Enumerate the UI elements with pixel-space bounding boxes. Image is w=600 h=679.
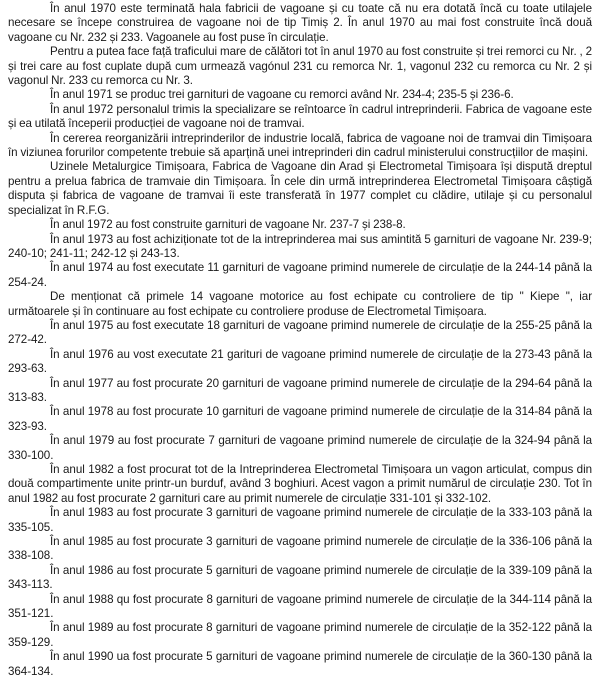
paragraph-1982: În anul 1982 a fost procurat tot de la Intreprinderea Electrometal Timișoara un vagon articulat, compus din două compartimente unite printr-un burduf, având 3 boghiuri. Acest vagon a primit numărul de circulație 230. Tot în anul 1982 au fost procurate 2 garnituri care au primit numerele de circulație 331-101 și 332-102. bbox=[8, 463, 592, 505]
paragraph-1973: În anul 1973 au fost achiziționate tot de la intreprinderea mai sus amintită 5 garnituri de vagoane Nr. 239-9; 240-10; 241-11; 242-12 și 243-13. bbox=[8, 232, 592, 260]
paragraph-1983: În anul 1983 au fost procurate 3 garnituri de vagoane primind numerele de circulație de la 333-103 până la 335-105. bbox=[8, 506, 592, 534]
paragraph-1977: În anul 1977 au fost procurate 20 garnituri de vagoane primind numerele de circulație de la 294-64 până la 313-83. bbox=[8, 376, 592, 404]
paragraph-1990: În anul 1990 ua fost procurate 5 garnituri de vagoane primind numerele de circulație de la 360-130 până la 364-134. bbox=[8, 650, 592, 678]
paragraph-1971: În anul 1971 se produc trei garnituri de vagoane cu remorci având Nr. 234-4; 235-5 și 236-6. bbox=[50, 88, 514, 102]
paragraph-1974: În anul 1974 au fost executate 11 garnituri de vagoane primind numerele de circulație de la 244-14 până la 254-24. bbox=[8, 261, 592, 289]
paragraph-1978: În anul 1978 au fost procurate 10 garnituri de vagoane primind numerele de circulație de la 314-84 până la 323-93. bbox=[8, 405, 592, 433]
paragraph-1988: În anul 1988 qu fost procurate 8 garnituri de vagoane primind numerele de circulație de la 344-114 până la 351-121. bbox=[8, 592, 592, 621]
paragraph-reorganization: În cererea reorganizării intreprinderilor de industrie locală, fabrica de vagoane noi de tramvai din Timișoara în viziunea forurilor competente trebuie să aparțină unei intreprinderi din cadrul ministerului construcțiilor de mașini. bbox=[8, 131, 592, 160]
paragraph-1972-built: În anul 1972 au fost construite garnituri de vagoane Nr. 237-7 și 238-8. bbox=[50, 218, 406, 232]
paragraph-1976: În anul 1976 au vost executate 21 garituri de vagoane primind numerele de circulație de la 273-43 până la 293-63. bbox=[8, 347, 592, 376]
paragraph-1972-personnel: În anul 1972 personalul trimis la specializare se reîntoarce în cadrul intreprinderii. Fabrica de vagoane este și ea utilată începerii producției de vagoane noi de tramvai. bbox=[8, 102, 592, 131]
paragraph-1970-trailers: Pentru a putea face față traficului mare de călători tot în anul 1970 au fost construite și trei remorci cu Nr. , 2 și trei care au fost cuplate după cum urmează vagónul 231 cu remorca Nr. 1, vagonul 232 cu remorca cu Nr. 2 și vagonul Nr. 233 cu remorca cu Nr. 3. bbox=[8, 45, 592, 88]
paragraph-1989: În anul 1989 au fost procurate 8 garnituri de vagoane primind numerele de circulație de la 352-122 până la 359-129. bbox=[8, 621, 592, 649]
paragraph-kiepe-note: De menționat că primele 14 vagoane motorice au fost echipate cu controliere de tip " Kiepe ", iar următoarele și în continuare au fost echipate cu controliere produse de Electrometal Timișoara. bbox=[8, 290, 592, 318]
paragraph-dispute: Uzinele Metalurgice Timișoara, Fabrica de Vagoane din Arad și Electrometal Timișoara își dispută dreptul pentru a prelua fabrica de tramvaie din Timișoara. În cele din urmă intreprinderea Electrometal Timișoara câștigă disputa și fabrica de vagoane de tramvai îi este transferată în 1977 complet cu clădire, utilaje și cu personalul specializat în R.F.G. bbox=[8, 160, 592, 217]
paragraph-1975: În anul 1975 au fost executate 18 garnituri de vagoane primind numerele de circulație de la 255-25 până la 272-42. bbox=[8, 318, 592, 347]
paragraph-1979: În anul 1979 au fost procurate 7 garnituri de vagoane primind numerele de circulație de la 324-94 până la 330-100. bbox=[8, 434, 592, 462]
paragraph-1970-hall: În anul 1970 este terminată hala fabricii de vagoane și cu toate că nu era dotată încă cu toate utilajele necesare se începe construirea de vagoane noi de tip Timiș 2. În anul 1970 au mai fost construite încă două vagoane cu Nr. 232 și 233. Vagoanele au fost puse în circulație. bbox=[8, 2, 592, 44]
paragraph-1985: În anul 1985 au fost procurate 3 garnituri de vagoane primind numerele de circulație de la 336-106 până la 338-108. bbox=[8, 535, 592, 563]
paragraph-1986: În anul 1986 au fost procurate 5 garnituri de vagoane primind numerele de circulație de la 339-109 până la 343-113. bbox=[8, 563, 592, 592]
